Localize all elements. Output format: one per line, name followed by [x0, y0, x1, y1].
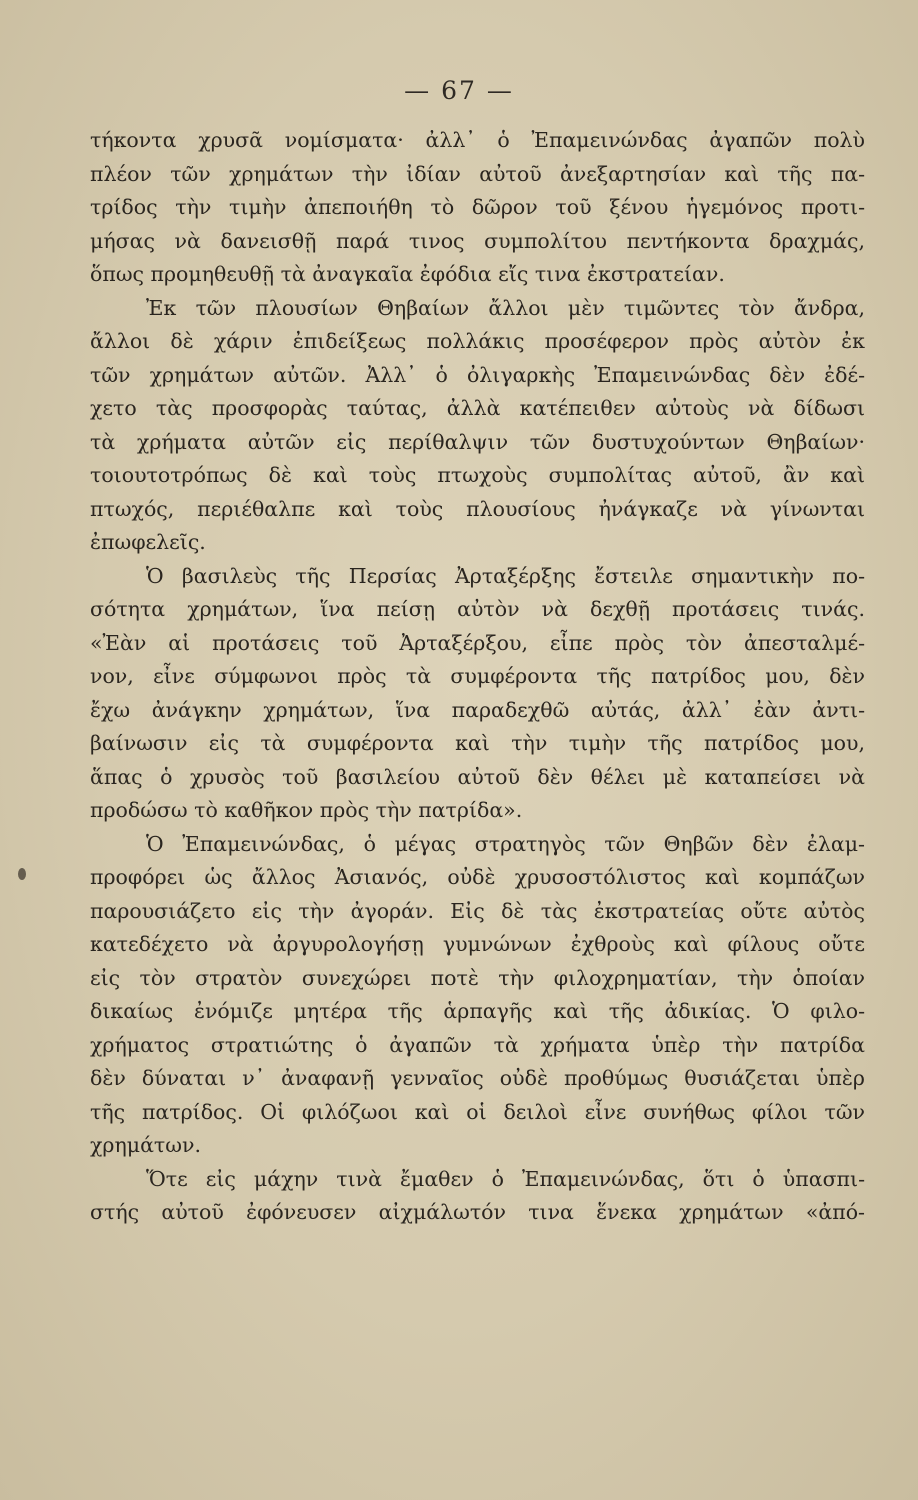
page-number: — 67 — — [404, 76, 514, 105]
text-line: χετο τὰς προσφορὰς ταύτας, ἀλλὰ κατέπειθεν αὐτοὺς νὰ δίδωσι — [90, 396, 865, 420]
text-line: σότητα χρημάτων, ἵνα πείσῃ αὐτὸν νὰ δεχθῇ προτάσεις τινάς. — [90, 597, 865, 621]
text-line: προδώσω τὸ καθῆκον πρὸς τὴν πατρίδα». — [90, 798, 523, 822]
text-line: κατεδέχετο νὰ ἀργυρολογήσῃ γυμνώνων ἐχθροὺς καὶ φίλους οὔτε — [90, 932, 865, 956]
text-line: ἄλλοι δὲ χάριν ἐπιδείξεως πολλάκις προσέφερον πρὸς αὐτὸν ἐκ — [90, 329, 865, 353]
text-line: πλέον τῶν χρημάτων τὴν ἰδίαν αὐτοῦ ἀνεξαρτησίαν καὶ τῆς πα- — [90, 161, 865, 186]
text-line: ἅπας ὁ χρυσὸς τοῦ βασιλείου αὐτοῦ δὲν θέλει μὲ καταπείσει νὰ — [90, 764, 865, 789]
text-line: χρημάτων. — [90, 1133, 201, 1157]
paragraph-start-line: Ἐκ τῶν πλουσίων Θηβαίων ἄλλοι μὲν τιμῶντες τὸν ἄνδρα, — [146, 295, 865, 320]
paragraph-start-line: Ὁ βασιλεὺς τῆς Περσίας Ἀρταξέρξης ἔστειλε σημαντικὴν πο- — [146, 563, 865, 588]
text-line: χρήματος στρατιώτης ὁ ἀγαπῶν τὰ χρήματα ὑπὲρ τὴν πατρίδα — [90, 1032, 865, 1057]
text-line: προφόρει ὡς ἄλλος Ἀσιανός, οὐδὲ χρυσοστόλιστος καὶ κομπάζων — [90, 865, 865, 889]
margin-ink-mark — [18, 868, 26, 880]
text-line: παρουσιάζετο εἰς τὴν ἀγοράν. Εἰς δὲ τὰς ἐκστρατείας οὔτε αὐτὸς — [90, 898, 865, 923]
text-line: στής αὐτοῦ ἐφόνευσεν αἰχμάλωτόν τινα ἕνεκα χρημάτων «ἀπό- — [90, 1200, 865, 1224]
text-line: τῆς πατρίδος. Οἱ φιλόζωοι καὶ οἱ δειλοὶ εἶνε συνήθως φίλοι τῶν — [90, 1099, 865, 1124]
paragraph-start-line: Ὁ Ἐπαμεινώνδας, ὁ μέγας στρατηγὸς τῶν Θηβῶν δὲν ἐλαμ- — [146, 831, 865, 856]
text-line: τῶν χρημάτων αὐτῶν. Ἀλλ᾽ ὁ ὀλιγαρκὴς Ἐπαμεινώνδας δὲν ἐδέ- — [90, 362, 865, 387]
text-line: «Ἐὰν αἱ προτάσεις τοῦ Ἀρταξέρξου, εἶπε πρὸς τὸν ἀπεσταλμέ- — [90, 630, 865, 655]
body-text — [90, 124, 865, 1230]
text-line: ἐπωφελεῖς. — [90, 530, 206, 554]
text-line: τοιουτοτρόπως δὲ καὶ τοὺς πτωχοὺς συμπολίτας αὐτοῦ, ἂν καὶ — [90, 463, 865, 487]
text-line: μήσας νὰ δανεισθῇ παρά τινος συμπολίτου πεντήκοντα δραχμάς, — [90, 228, 865, 253]
text-line: νον, εἶνε σύμφωνοι πρὸς τὰ συμφέροντα τῆς πατρίδος μου, δὲν — [90, 664, 865, 688]
text-line: ἔχω ἀνάγκην χρημάτων, ἵνα παραδεχθῶ αὐτάς, ἀλλ᾽ ἐὰν ἀντι- — [90, 697, 865, 722]
text-line: τρίδος τὴν τιμὴν ἀπεποιήθη τὸ δῶρον τοῦ ξένου ἡγεμόνος προτι- — [90, 195, 865, 219]
text-line: δικαίως ἐνόμιζε μητέρα τῆς ἁρπαγῆς καὶ τῆς ἀδικίας. Ὁ φιλο- — [90, 999, 865, 1023]
paragraph-start-line: Ὅτε εἰς μάχην τινὰ ἔμαθεν ὁ Ἐπαμεινώνδας, ὅτι ὁ ὑπασπι- — [146, 1166, 865, 1191]
text-line: ὅπως προμηθευθῇ τὰ ἀναγκαῖα ἐφόδια εἴς τινα ἐκστρατείαν. — [90, 262, 725, 286]
text-line: εἰς τὸν στρατὸν συνεχώρει ποτὲ τὴν φιλοχρηματίαν, τὴν ὁποίαν — [90, 965, 865, 990]
text-line: δὲν δύναται ν᾽ ἀναφανῇ γενναῖος οὐδὲ προθύμως θυσιάζεται ὑπὲρ — [90, 1066, 865, 1090]
text-line: τὰ χρήματα αὐτῶν εἰς περίθαλψιν τῶν δυστυχούντων Θηβαίων· — [90, 429, 865, 454]
text-line: τήκοντα χρυσᾶ νομίσματα· ἀλλ᾽ ὁ Ἐπαμεινώνδας ἀγαπῶν πολὺ — [90, 128, 865, 152]
text-line: βαίνωσιν εἰς τὰ συμφέροντα καὶ τὴν τιμὴν τῆς πατρίδος μου, — [90, 731, 865, 755]
text-line: πτωχός, περιέθαλπε καὶ τοὺς πλουσίους ἠνάγκαζε νὰ γίνωνται — [90, 496, 865, 521]
